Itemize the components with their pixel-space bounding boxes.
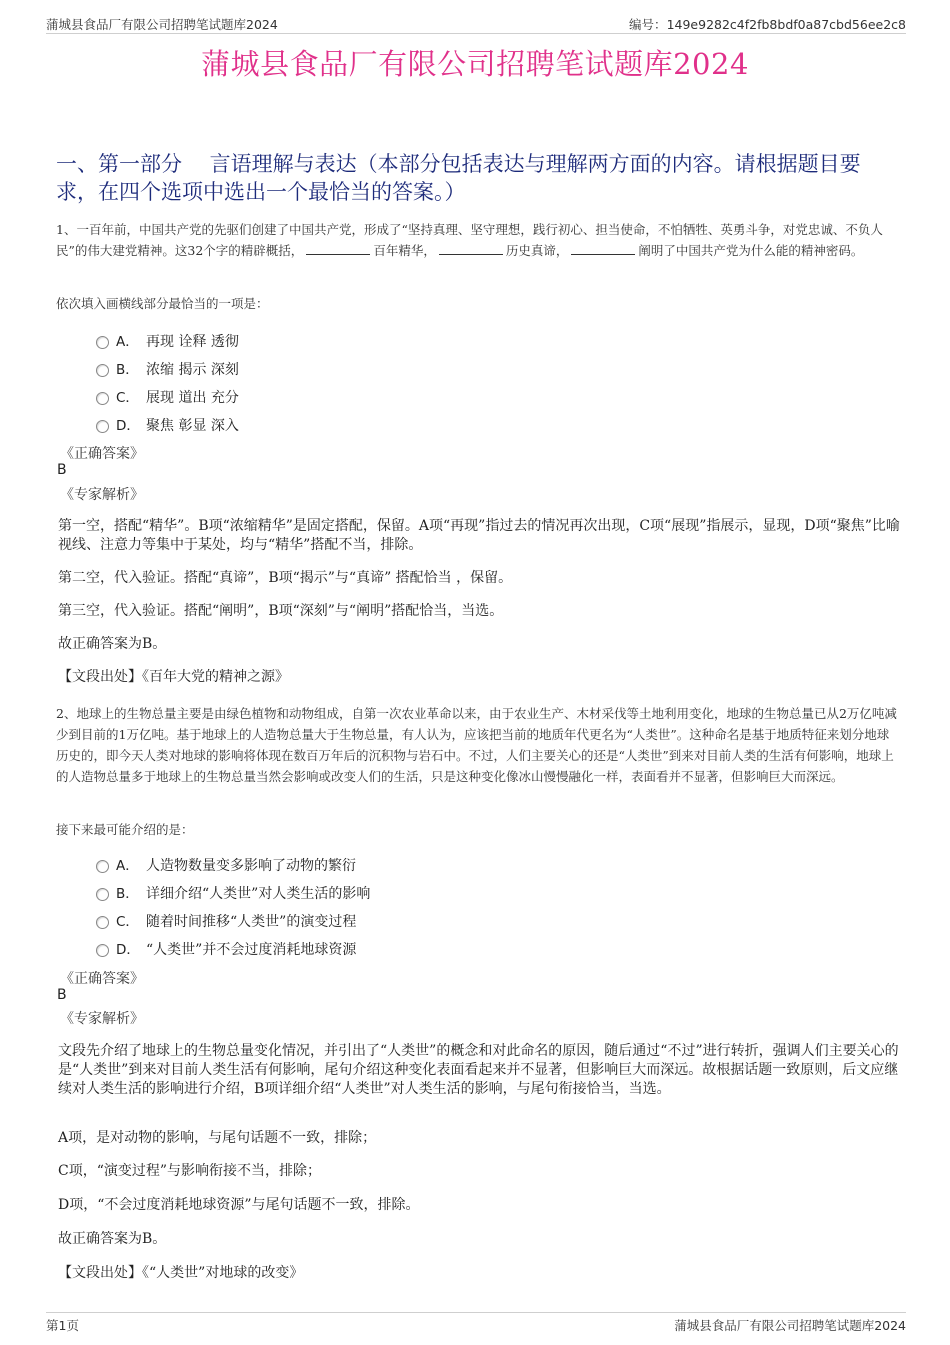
option-letter: C． — [116, 914, 139, 930]
question-2-source: 【文段出处】《“人类世”对地球的改变》 — [58, 1265, 304, 1281]
question-2-option-c[interactable] — [96, 910, 356, 930]
question-1-analysis-3: 第三空，代入验证。搭配“阐明”，B项“深刻”与“阐明”搭配恰当，当选。 — [58, 603, 504, 619]
question-1-prompt: 依次填入画横线部分最恰当的一项是： — [56, 296, 269, 311]
question-2-analysis-1: 文段先介绍了地球上的生物总量变化情况，并引出了“人类世”的概念和对此命名的原因，随后通过“不过”进行转折，强调人们主要关心的是“人类世”到来对目前人类生活有何影响，尾句介绍这种变化表面看起来并不显著，但影响巨大而深远。故根据话题一致原则，后文应继续对人类生活的影响进行介绍，B项详细介绍“人类世”对人类生活的影响，与尾句衔接恰当，当选。 — [58, 1043, 899, 1097]
footer-page-number: 第1页 — [46, 1318, 79, 1333]
question-1-answer-label: 《正确答案》 — [60, 446, 144, 462]
question-1-analysis-4: 故正确答案为B。 — [58, 636, 167, 652]
option-text: 展现 道出 充分 — [146, 390, 239, 406]
radio-icon[interactable] — [96, 336, 109, 349]
option-text: 再现 诠释 透彻 — [146, 334, 239, 350]
page-header — [46, 12, 906, 34]
question-1-stem-part1: 1、一百年前，中国共产党的先驱们创建了中国共产党，形成了“坚持真理、坚守理想，践行初心、担当使命，不怕牺牲、英勇斗争，对党忠诚、不负人民”的伟大建党精神。这32个字的精辟概括， — [56, 222, 883, 258]
option-letter: A． — [116, 334, 139, 350]
option-letter: B． — [116, 886, 139, 902]
option-text: 聚焦 彰显 深入 — [146, 418, 239, 434]
question-2-option-a[interactable] — [96, 854, 356, 874]
header-doc-id — [629, 15, 906, 33]
header-id-value: 149e9282c4f2fb8bdf0a87cbd56ee2c8 — [666, 17, 906, 32]
question-2-option-d[interactable] — [96, 938, 356, 958]
option-letter: B． — [116, 362, 139, 378]
question-2-analysis-label: 《专家解析》 — [60, 1011, 144, 1027]
header-id-label: 编号： — [629, 17, 667, 32]
option-letter: D． — [116, 942, 140, 958]
question-1-stem-part4: 阐明了中国共产党为什么能的精神密码。 — [638, 243, 864, 258]
option-letter: D． — [116, 418, 140, 434]
option-letter: A． — [116, 858, 139, 874]
option-letter: C． — [116, 390, 139, 406]
question-1-option-a[interactable] — [96, 330, 239, 350]
question-1-source: 【文段出处】《百年大党的精神之源》 — [58, 669, 289, 685]
fill-blank-2 — [439, 244, 503, 255]
option-text: 浓缩 揭示 深刻 — [146, 362, 239, 378]
question-1-answer: B — [57, 462, 67, 478]
radio-icon[interactable] — [96, 860, 109, 873]
question-1-analysis-label: 《专家解析》 — [60, 487, 144, 503]
header-doc-name: 蒲城县食品厂有限公司招聘笔试题库2024 — [46, 17, 278, 32]
fill-blank-1 — [306, 244, 370, 255]
document-title: 蒲城县食品厂有限公司招聘笔试题库2024 — [201, 47, 749, 81]
question-2-stem: 2、地球上的生物总量主要是由绿色植物和动物组成，自第一次农业革命以来，由于农业生产、木材采伐等土地利用变化，地球的生物总量已从2万亿吨减少到目前的1万亿吨。基于地球上的人造物总量大于生物总量，有人认为，应该把当前的地质年代更名为“人类世”。这种命名是基于地质特征来划分地球历史的，即今天人类对地球的影响将体现在数百万年后的沉积物与岩石中。不过，人们主要关心的还是“人类世”到来对目前人类的生活有何影响，地球上的人造物总量多于地球上的生物总量当然会影响或改变人们的生活，只是这种变化像冰山慢慢融化一样，表面看并不显著，但影响巨大而深远。 — [56, 706, 897, 784]
fill-blank-3 — [571, 244, 635, 255]
section-heading: 一、第一部分 言语理解与表达（本部分包括表达与理解两方面的内容。请根据题目要求，在四个选项中选出一个最恰当的答案。） — [56, 152, 861, 204]
question-2-answer-label: 《正确答案》 — [60, 971, 144, 987]
page-footer — [46, 1312, 906, 1334]
question-2-analysis-2: A项，是对动物的影响，与尾句话题不一致，排除； — [58, 1130, 377, 1146]
radio-icon[interactable] — [96, 916, 109, 929]
question-1-option-d[interactable] — [96, 414, 239, 434]
question-1-stem-part2: 百年精华， — [373, 243, 436, 258]
question-1-analysis-1: 第一空，搭配“精华”。B项“浓缩精华”是固定搭配，保留。A项“再现”指过去的情况再次出现，C项“展现”指展示，显现，D项“聚焦”比喻视线、注意力等集中于某处，均与“精华”搭配不当，排除。 — [58, 518, 900, 553]
question-2-analysis-5: 故正确答案为B。 — [58, 1231, 167, 1247]
question-2-analysis-3: C项，“演变过程”与影响衔接不当，排除； — [58, 1163, 322, 1179]
question-2-prompt: 接下来最可能介绍的是： — [56, 822, 194, 837]
radio-icon[interactable] — [96, 392, 109, 405]
option-text: 详细介绍“人类世”对人类生活的影响 — [146, 886, 371, 902]
option-text: 人造物数量变多影响了动物的繁衍 — [146, 858, 356, 874]
question-2-answer: B — [57, 987, 67, 1003]
option-text: 随着时间推移“人类世”的演变过程 — [146, 914, 357, 930]
radio-icon[interactable] — [96, 944, 109, 957]
footer-doc-name: 蒲城县食品厂有限公司招聘笔试题库2024 — [674, 1318, 906, 1333]
radio-icon[interactable] — [96, 888, 109, 901]
radio-icon[interactable] — [96, 420, 109, 433]
option-text: “人类世”并不会过度消耗地球资源 — [146, 942, 357, 958]
question-1-stem-part3: 历史真谛， — [505, 243, 569, 258]
question-1-option-b[interactable] — [96, 358, 239, 378]
question-1-stem — [56, 219, 901, 261]
question-1-analysis-2: 第二空，代入验证。搭配“真谛”，B项“揭示”与“真谛” 搭配恰当 ，保留。 — [58, 570, 513, 586]
question-1-option-c[interactable] — [96, 386, 239, 406]
radio-icon[interactable] — [96, 364, 109, 377]
question-2-analysis-4: D项，“不会过度消耗地球资源”与尾句话题不一致，排除。 — [58, 1197, 420, 1213]
question-2-option-b[interactable] — [96, 882, 370, 902]
